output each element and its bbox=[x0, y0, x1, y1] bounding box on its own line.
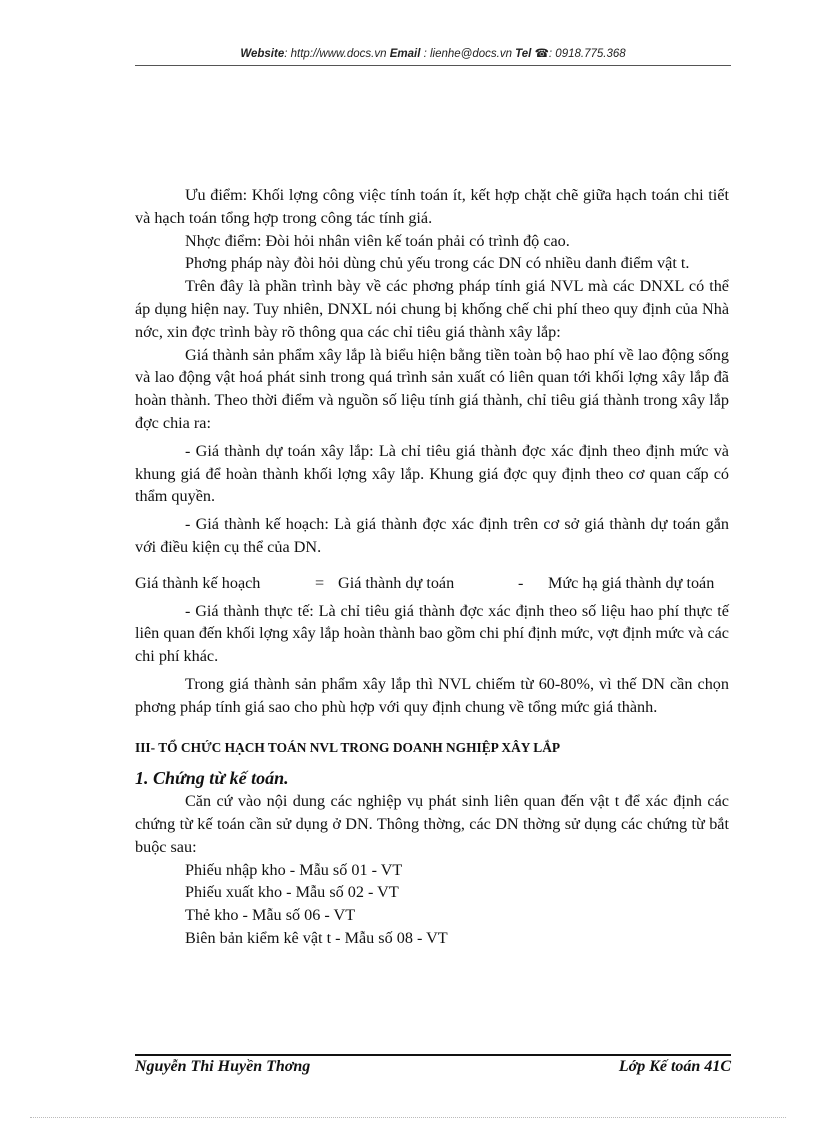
formula-lhs: Giá thành kế hoạch bbox=[135, 573, 261, 592]
list-item: Phiếu nhập kho - Mẫu số 01 - VT bbox=[185, 860, 403, 879]
website-value: : http://www.docs.vn bbox=[284, 48, 390, 60]
page-footer bbox=[135, 1058, 731, 1076]
paragraph-documents-intro: Căn cứ vào nội dung các nghiệp vụ phát sinh liên quan đến vật t để xác định các chứng từ kế toán cần sử dụng ở DN. Thông thờng, các DN thờng sử dụng các chứng từ bắt buộc sau: bbox=[135, 792, 729, 856]
email-value: : lienhe@docs.vn bbox=[420, 48, 516, 60]
formula-term1: Giá thành dự toán bbox=[338, 573, 455, 592]
page-bottom-border bbox=[30, 1117, 786, 1118]
formula-equals: = bbox=[315, 573, 325, 592]
formula-term2: Mức hạ giá thành dự toán bbox=[548, 573, 715, 592]
list-item: Phiếu xuất kho - Mẫu số 02 - VT bbox=[185, 883, 399, 902]
list-item: Thẻ kho - Mẫu số 06 - VT bbox=[185, 906, 356, 925]
paragraph-actual-cost: - Giá thành thực tế: Là chỉ tiêu giá thành đợc xác định theo số liệu hao phí thực tế liên quan đến khối lợng xây lắp hoàn thành bao gồm chi phí định mức, vợt định mức và các chi phí khác. bbox=[135, 601, 729, 666]
footer-class: Lớp Kế toán 41C bbox=[618, 1058, 731, 1075]
section-heading: III- TỔ CHỨC HẠCH TOÁN NVL TRONG DOANH NGHIỆP XÂY LẮP bbox=[135, 739, 561, 755]
paragraph-cost-definition: Giá thành sản phẩm xây lắp là biểu hiện bằng tiền toàn bộ hao phí về lao động sống và lao động vật hoá phát sinh trong quá trình sản xuất có liên quan tới khối lợng xây lắp đã hoàn thành. Theo thời điểm và nguồn số liệu tính giá thành, chỉ tiêu giá thành trong xây lắp đợc chia ra: bbox=[135, 345, 729, 432]
paragraph-usage: Phơng pháp này đòi hỏi dùng chủ yếu trong các DN có nhiều danh điểm vật t. bbox=[185, 254, 690, 273]
paragraph-summary: Trên đây là phần trình bày về các phơng pháp tính giá NVL mà các DNXL có thể áp dụng hiện nay. Tuy nhiên, DNXL nói chung bị khống chế chi phí theo quy định của Nhà nớc, xin đợc trình bày rõ thông qua các chỉ tiêu giá thành xây lắp: bbox=[135, 277, 729, 341]
tel-label: Tel bbox=[515, 48, 532, 60]
paragraph-advantage: Ưu điểm: Khối lợng công việc tính toán ít, kết hợp chặt chẽ giữa hạch toán chi tiết và hạch toán tổng hợp trong công tác tính giá. bbox=[135, 186, 729, 227]
tel-value: : 0918.775.368 bbox=[548, 48, 626, 60]
website-label: Website bbox=[240, 48, 285, 60]
phone-icon: ☎ bbox=[534, 48, 549, 60]
cost-formula bbox=[135, 572, 729, 595]
paragraph-disadvantage: Nhợc điểm: Đòi hỏi nhân viên kế toán phải có trình độ cao. bbox=[185, 231, 570, 250]
footer-divider bbox=[135, 1054, 731, 1056]
footer-author: Nguyễn Thi Huyền Thơng bbox=[135, 1058, 311, 1075]
sub-heading: 1. Chứng từ kế toán. bbox=[135, 768, 289, 789]
formula-minus: - bbox=[518, 573, 524, 592]
paragraph-estimated-cost: - Giá thành dự toán xây lắp: Là chỉ tiêu giá thành đợc xác định theo định mức và khung giá để hoàn thành khối lợng xây lắp. Khung giá đợc quy định theo cơ quan cấp có thẩm quyền. bbox=[135, 441, 729, 506]
paragraph-nvl-share: Trong giá thành sản phẩm xây lắp thì NVL chiếm từ 60-80%, vì thế DN cần chọn phơng pháp tính giá sao cho phù hợp với quy định chung về tổng mức giá thành. bbox=[135, 674, 729, 716]
header-divider bbox=[135, 65, 731, 66]
list-item: Biên bản kiểm kê vật t - Mẫu số 08 - VT bbox=[185, 928, 448, 947]
email-label: Email bbox=[389, 48, 421, 60]
document-body bbox=[135, 184, 729, 950]
page-header bbox=[135, 46, 731, 60]
documents-list bbox=[135, 859, 729, 950]
paragraph-planned-cost: - Giá thành kế hoạch: Là giá thành đợc xác định trên cơ sở giá thành dự toán gắn với điều kiện cụ thể của DN. bbox=[135, 515, 729, 556]
